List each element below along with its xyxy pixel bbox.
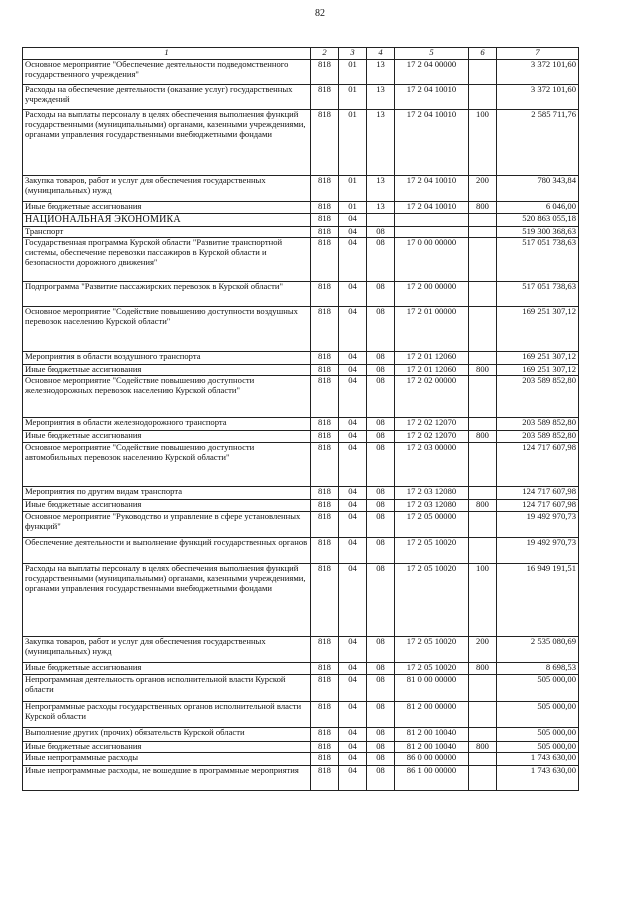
ministry-code-cell: 818 <box>311 375 339 417</box>
section-code-cell: 04 <box>339 281 367 306</box>
row-name-cell: Иные бюджетные ассигнования <box>23 202 311 214</box>
section-code-cell: 04 <box>339 306 367 351</box>
ministry-code-cell: 818 <box>311 752 339 765</box>
column-header: 3 <box>339 48 367 60</box>
table-row <box>23 442 579 486</box>
expense-type-cell <box>469 486 497 499</box>
target-article-cell: 86 1 00 00000 <box>395 765 469 790</box>
table-row <box>23 375 579 417</box>
table-row <box>23 110 579 176</box>
row-name-cell: Непрограммная деятельность органов исполнительной власти Курской области <box>23 674 311 701</box>
subsection-code-cell: 13 <box>367 85 395 110</box>
section-code-cell: 04 <box>339 636 367 662</box>
row-name-cell: Расходы на выплаты персоналу в целях обеспечения выполнения функций государственными (муниципальными) органами, казенными учреждениями, органами управления государственными внебюджетными фондами <box>23 110 311 176</box>
target-article-cell: 17 2 01 12060 <box>395 364 469 375</box>
section-code-cell: 04 <box>339 417 367 430</box>
expense-type-cell: 800 <box>469 364 497 375</box>
column-header: 2 <box>311 48 339 60</box>
row-name-cell: Иные непрограммные расходы <box>23 752 311 765</box>
target-article-cell: 17 2 04 10010 <box>395 110 469 176</box>
ministry-code-cell: 818 <box>311 486 339 499</box>
target-article-cell: 17 2 04 10010 <box>395 176 469 202</box>
row-name-cell: Иные бюджетные ассигнования <box>23 364 311 375</box>
row-name-cell: Основное мероприятие "Содействие повышению доступности воздушных перевозок населению Курской области" <box>23 306 311 351</box>
subsection-code-cell: 08 <box>367 375 395 417</box>
subsection-code-cell <box>367 214 395 227</box>
amount-cell: 124 717 607,98 <box>497 499 579 511</box>
table-row <box>23 364 579 375</box>
target-article-cell: 17 2 05 10020 <box>395 563 469 636</box>
target-article-cell: 81 2 00 10040 <box>395 741 469 752</box>
amount-cell: 517 051 738,63 <box>497 281 579 306</box>
row-name-cell: Основное мероприятие "Содействие повышению доступности автомобильных перевозок населению Курской области" <box>23 442 311 486</box>
row-name-cell: Расходы на выплаты персоналу в целях обеспечения выполнения функций государственными (муниципальными) органами, казенными учреждениями, органами управления государственными внебюджетными фондами <box>23 563 311 636</box>
expense-type-cell: 200 <box>469 176 497 202</box>
subsection-code-cell: 08 <box>367 674 395 701</box>
column-header: 6 <box>469 48 497 60</box>
ministry-code-cell: 818 <box>311 226 339 237</box>
table-row <box>23 752 579 765</box>
ministry-code-cell: 818 <box>311 662 339 674</box>
section-code-cell: 04 <box>339 765 367 790</box>
table-row <box>23 85 579 110</box>
subsection-code-cell: 13 <box>367 202 395 214</box>
amount-cell: 520 863 055,18 <box>497 214 579 227</box>
table-row <box>23 214 579 227</box>
subsection-code-cell: 13 <box>367 60 395 85</box>
section-code-cell: 04 <box>339 237 367 281</box>
expense-type-cell <box>469 226 497 237</box>
expense-type-cell: 800 <box>469 202 497 214</box>
row-name-cell: Обеспечение деятельности и выполнение функций государственных органов <box>23 537 311 563</box>
expense-type-cell <box>469 701 497 727</box>
subsection-code-cell: 08 <box>367 306 395 351</box>
row-name-cell: Расходы на обеспечение деятельности (оказание услуг) государственных учреждений <box>23 85 311 110</box>
ministry-code-cell: 818 <box>311 430 339 442</box>
section-code-cell: 01 <box>339 176 367 202</box>
subsection-code-cell: 08 <box>367 430 395 442</box>
ministry-code-cell: 818 <box>311 674 339 701</box>
expense-type-cell: 800 <box>469 499 497 511</box>
ministry-code-cell: 818 <box>311 364 339 375</box>
ministry-code-cell: 818 <box>311 306 339 351</box>
table-row <box>23 202 579 214</box>
target-article-cell: 81 2 00 00000 <box>395 701 469 727</box>
target-article-cell: 81 2 00 10040 <box>395 727 469 741</box>
row-name-cell: Основное мероприятие "Руководство и управление в сфере установленных функций" <box>23 511 311 537</box>
ministry-code-cell: 818 <box>311 237 339 281</box>
section-code-cell: 04 <box>339 537 367 563</box>
ministry-code-cell: 818 <box>311 741 339 752</box>
amount-cell: 203 589 852,80 <box>497 430 579 442</box>
ministry-code-cell: 818 <box>311 765 339 790</box>
amount-cell: 2 585 711,76 <box>497 110 579 176</box>
table-row <box>23 306 579 351</box>
subsection-code-cell: 08 <box>367 226 395 237</box>
section-code-cell: 01 <box>339 60 367 85</box>
expense-type-cell <box>469 306 497 351</box>
ministry-code-cell: 818 <box>311 202 339 214</box>
expense-type-cell <box>469 351 497 364</box>
target-article-cell: 17 2 05 00000 <box>395 511 469 537</box>
ministry-code-cell: 818 <box>311 281 339 306</box>
target-article-cell: 17 2 03 12080 <box>395 486 469 499</box>
expense-type-cell <box>469 417 497 430</box>
ministry-code-cell: 818 <box>311 442 339 486</box>
table-row <box>23 765 579 790</box>
subsection-code-cell: 08 <box>367 563 395 636</box>
target-article-cell: 17 2 05 10020 <box>395 636 469 662</box>
expense-type-cell: 800 <box>469 741 497 752</box>
subsection-code-cell: 08 <box>367 281 395 306</box>
column-header: 1 <box>23 48 311 60</box>
subsection-code-cell: 08 <box>367 537 395 563</box>
section-code-cell: 04 <box>339 430 367 442</box>
column-header: 4 <box>367 48 395 60</box>
ministry-code-cell: 818 <box>311 351 339 364</box>
row-name-cell: Закупка товаров, работ и услуг для обеспечения государственных (муниципальных) нужд <box>23 176 311 202</box>
ministry-code-cell: 818 <box>311 85 339 110</box>
table-row <box>23 537 579 563</box>
target-article-cell: 86 0 00 00000 <box>395 752 469 765</box>
amount-cell: 505 000,00 <box>497 727 579 741</box>
target-article-cell: 17 2 04 10010 <box>395 202 469 214</box>
row-name-cell: Мероприятия в области воздушного транспорта <box>23 351 311 364</box>
section-code-cell: 01 <box>339 110 367 176</box>
ministry-code-cell: 818 <box>311 727 339 741</box>
expense-type-cell <box>469 60 497 85</box>
amount-cell: 517 051 738,63 <box>497 237 579 281</box>
target-article-cell: 17 2 05 10020 <box>395 537 469 563</box>
page-number: 82 <box>315 8 325 19</box>
section-code-cell: 04 <box>339 563 367 636</box>
ministry-code-cell: 818 <box>311 537 339 563</box>
target-article-cell: 17 2 05 10020 <box>395 662 469 674</box>
subsection-code-cell: 08 <box>367 636 395 662</box>
amount-cell: 169 251 307,12 <box>497 364 579 375</box>
row-name-cell: Мероприятия по другим видам транспорта <box>23 486 311 499</box>
expense-type-cell <box>469 442 497 486</box>
ministry-code-cell: 818 <box>311 499 339 511</box>
expense-type-cell <box>469 375 497 417</box>
expense-type-cell <box>469 237 497 281</box>
column-header: 7 <box>497 48 579 60</box>
amount-cell: 203 589 852,80 <box>497 375 579 417</box>
amount-cell: 8 698,53 <box>497 662 579 674</box>
table-row <box>23 237 579 281</box>
ministry-code-cell: 818 <box>311 110 339 176</box>
section-code-cell: 04 <box>339 486 367 499</box>
row-name-cell: Непрограммные расходы государственных органов исполнительной власти Курской области <box>23 701 311 727</box>
expense-type-cell: 100 <box>469 563 497 636</box>
amount-cell: 169 251 307,12 <box>497 306 579 351</box>
section-code-cell: 04 <box>339 214 367 227</box>
subsection-code-cell: 08 <box>367 237 395 281</box>
expense-type-cell: 200 <box>469 636 497 662</box>
section-code-cell: 04 <box>339 364 367 375</box>
subsection-code-cell: 08 <box>367 741 395 752</box>
row-name-cell: Основное мероприятие "Обеспечение деятельности подведомственного государственного учреждения" <box>23 60 311 85</box>
amount-cell: 19 492 970,73 <box>497 511 579 537</box>
amount-cell: 505 000,00 <box>497 741 579 752</box>
table-row <box>23 430 579 442</box>
amount-cell: 124 717 607,98 <box>497 486 579 499</box>
amount-cell: 19 492 970,73 <box>497 537 579 563</box>
subsection-code-cell: 08 <box>367 351 395 364</box>
section-code-cell: 04 <box>339 226 367 237</box>
row-name-cell: Мероприятия в области железнодорожного транспорта <box>23 417 311 430</box>
subsection-code-cell: 08 <box>367 486 395 499</box>
target-article-cell: 81 0 00 00000 <box>395 674 469 701</box>
target-article-cell: 17 2 03 00000 <box>395 442 469 486</box>
table-row <box>23 662 579 674</box>
section-code-cell: 04 <box>339 701 367 727</box>
ministry-code-cell: 818 <box>311 511 339 537</box>
subsection-code-cell: 08 <box>367 364 395 375</box>
table-row <box>23 727 579 741</box>
row-name-cell: НАЦИОНАЛЬНАЯ ЭКОНОМИКА <box>23 214 311 227</box>
row-name-cell: Иные бюджетные ассигнования <box>23 662 311 674</box>
section-code-cell: 01 <box>339 202 367 214</box>
table-row <box>23 701 579 727</box>
table-row <box>23 226 579 237</box>
expense-type-cell: 800 <box>469 430 497 442</box>
subsection-code-cell: 08 <box>367 511 395 537</box>
ministry-code-cell: 818 <box>311 176 339 202</box>
table-row <box>23 281 579 306</box>
table-row <box>23 674 579 701</box>
table-row <box>23 486 579 499</box>
table-row <box>23 499 579 511</box>
table-row <box>23 511 579 537</box>
target-article-cell: 17 2 03 12080 <box>395 499 469 511</box>
subsection-code-cell: 13 <box>367 110 395 176</box>
row-name-cell: Основное мероприятие "Содействие повышению доступности железнодорожных перевозок населению Курской области" <box>23 375 311 417</box>
expense-type-cell <box>469 674 497 701</box>
expense-type-cell: 100 <box>469 110 497 176</box>
amount-cell: 6 046,00 <box>497 202 579 214</box>
section-code-cell: 04 <box>339 442 367 486</box>
amount-cell: 505 000,00 <box>497 674 579 701</box>
section-code-cell: 04 <box>339 741 367 752</box>
ministry-code-cell: 818 <box>311 417 339 430</box>
subsection-code-cell: 08 <box>367 417 395 430</box>
amount-cell: 3 372 101,60 <box>497 60 579 85</box>
expense-type-cell <box>469 214 497 227</box>
ministry-code-cell: 818 <box>311 214 339 227</box>
subsection-code-cell: 08 <box>367 727 395 741</box>
amount-cell: 16 949 191,51 <box>497 563 579 636</box>
subsection-code-cell: 08 <box>367 662 395 674</box>
expense-type-cell <box>469 281 497 306</box>
subsection-code-cell: 13 <box>367 176 395 202</box>
target-article-cell: 17 2 04 00000 <box>395 60 469 85</box>
row-name-cell: Транспорт <box>23 226 311 237</box>
target-article-cell: 17 2 02 12070 <box>395 417 469 430</box>
table-row <box>23 563 579 636</box>
row-name-cell: Иные бюджетные ассигнования <box>23 741 311 752</box>
ministry-code-cell: 818 <box>311 701 339 727</box>
subsection-code-cell: 08 <box>367 499 395 511</box>
target-article-cell: 17 2 01 00000 <box>395 306 469 351</box>
section-code-cell: 04 <box>339 511 367 537</box>
target-article-cell: 17 0 00 00000 <box>395 237 469 281</box>
amount-cell: 505 000,00 <box>497 701 579 727</box>
table-row <box>23 176 579 202</box>
expense-type-cell <box>469 85 497 110</box>
amount-cell: 169 251 307,12 <box>497 351 579 364</box>
row-name-cell: Закупка товаров, работ и услуг для обеспечения государственных (муниципальных) нужд <box>23 636 311 662</box>
row-name-cell: Подпрограмма "Развитие пассажирских перевозок в Курской области" <box>23 281 311 306</box>
target-article-cell <box>395 214 469 227</box>
section-code-cell: 04 <box>339 375 367 417</box>
row-name-cell: Иные бюджетные ассигнования <box>23 430 311 442</box>
amount-cell: 2 535 080,69 <box>497 636 579 662</box>
ministry-code-cell: 818 <box>311 636 339 662</box>
expense-type-cell <box>469 727 497 741</box>
amount-cell: 124 717 607,98 <box>497 442 579 486</box>
table-row <box>23 636 579 662</box>
table-row <box>23 351 579 364</box>
section-code-cell: 04 <box>339 674 367 701</box>
expense-type-cell: 800 <box>469 662 497 674</box>
row-name-cell: Иные непрограммные расходы, не вошедшие в программные мероприятия <box>23 765 311 790</box>
subsection-code-cell: 08 <box>367 765 395 790</box>
ministry-code-cell: 818 <box>311 60 339 85</box>
target-article-cell: 17 2 02 00000 <box>395 375 469 417</box>
amount-cell: 203 589 852,80 <box>497 417 579 430</box>
section-code-cell: 04 <box>339 752 367 765</box>
section-code-cell: 04 <box>339 727 367 741</box>
section-code-cell: 01 <box>339 85 367 110</box>
target-article-cell <box>395 226 469 237</box>
budget-table <box>22 47 579 791</box>
target-article-cell: 17 2 02 12070 <box>395 430 469 442</box>
expense-type-cell <box>469 765 497 790</box>
table-header-row <box>23 48 579 60</box>
row-name-cell: Иные бюджетные ассигнования <box>23 499 311 511</box>
expense-type-cell <box>469 752 497 765</box>
table-row <box>23 60 579 85</box>
amount-cell: 519 300 368,63 <box>497 226 579 237</box>
amount-cell: 1 743 630,00 <box>497 765 579 790</box>
expense-type-cell <box>469 537 497 563</box>
target-article-cell: 17 2 04 10010 <box>395 85 469 110</box>
amount-cell: 780 343,84 <box>497 176 579 202</box>
amount-cell: 1 743 630,00 <box>497 752 579 765</box>
row-name-cell: Государственная программа Курской области "Развитие транспортной системы, обеспечение перевозки пассажиров в Курской области и безопасности дорожного движения" <box>23 237 311 281</box>
column-header: 5 <box>395 48 469 60</box>
expense-type-cell <box>469 511 497 537</box>
table-row <box>23 417 579 430</box>
amount-cell: 3 372 101,60 <box>497 85 579 110</box>
target-article-cell: 17 2 00 00000 <box>395 281 469 306</box>
row-name-cell: Выполнение других (прочих) обязательств Курской области <box>23 727 311 741</box>
section-code-cell: 04 <box>339 351 367 364</box>
table-row <box>23 741 579 752</box>
ministry-code-cell: 818 <box>311 563 339 636</box>
section-code-cell: 04 <box>339 499 367 511</box>
section-code-cell: 04 <box>339 662 367 674</box>
subsection-code-cell: 08 <box>367 752 395 765</box>
subsection-code-cell: 08 <box>367 701 395 727</box>
target-article-cell: 17 2 01 12060 <box>395 351 469 364</box>
subsection-code-cell: 08 <box>367 442 395 486</box>
